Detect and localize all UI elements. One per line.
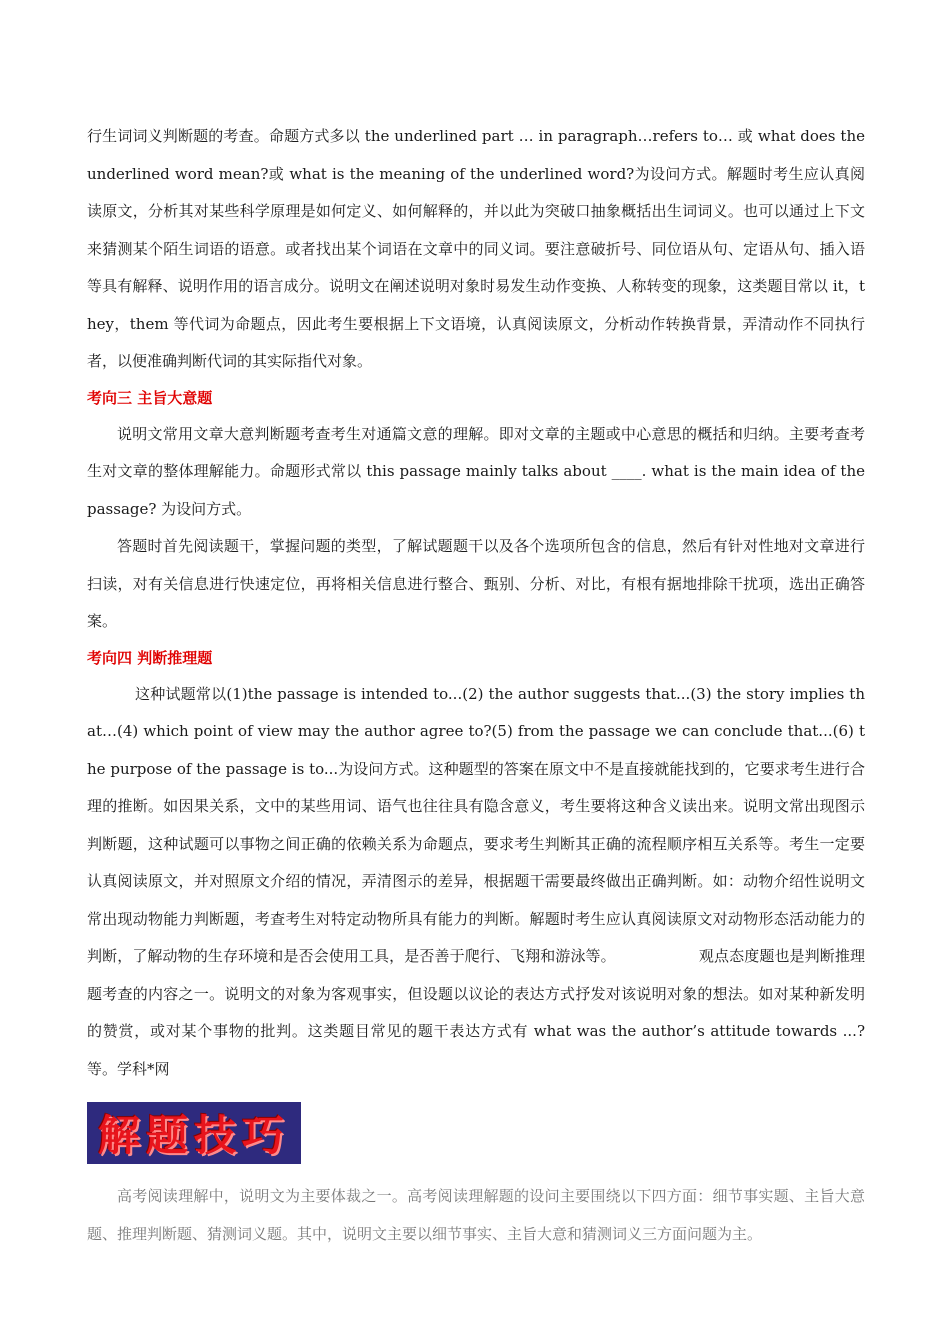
section3-heading: 考向三 主旨大意题 xyxy=(87,388,213,407)
section3-paragraph-2: 答题时首先阅读题干，掌握问题的类型，了解试题题干以及各个选项所包含的信息，然后有针对性地对文章进行扫读，对有关信息进行快速定位，再将相关信息进行整合、甄别、分析、对比，有根有据地排除干扰项，选出正确答案。 xyxy=(87,537,865,630)
section4-paragraph-1: 这种试题常以(1)the passage is intended to...(2) the author suggests that...(3) the story implies that…(4) which point of view may the author agree to?(5) from the passage we can conclude that...(6) the purpose of the passage is to...为设问方式。这种题型的答案在原文中不是直接就能找到的，它要求考生进行合理的推断。如因果关系，文中的某些用词、语气也往往具有隐含意义，考生要将这种含义读出来。说明文常出现图示判断题，这种试题可以事物之间正确的依赖关系为命题点，要求考生判断其正确的流程顺序相互关系等。考生一定要认真阅读原文，并对照原文介绍的情况，弄清图示的差异，根据题干需要最终做出正确判断。如：动物介绍性说明文常出现动物能力判断题，考查考生对特定动物所具有能力的判断。解题时考生应认真阅读原文对动物形态活动能力的判断，了解动物的生存环境和是否会使用工具，是否善于爬行、飞翔和游泳等。 观点态度题也是判断推理题考查的内容之一。说明文的对象为客观事实，但设题以议论的表达方式抒发对该说明对象的想法。如对某种新发明的赞赏，或对某个事物的批判。这类题目常见的题干表达方式有 what was the author’s attitude towards ...? 等。学科*网 xyxy=(87,684,865,1078)
section3-paragraph-1: 说明文常用文章大意判断题考查考生对通篇文意的理解。即对文章的主题或中心意思的概括和归纳。主要考查考生对文章的整体理解能力。命题形式常以 this passage mainly talks about ____. what is the main idea of the passage? 为设问方式。 xyxy=(87,424,865,518)
section4-heading: 考向四 判断推理题 xyxy=(87,648,213,667)
section2-paragraph: 行生词词义判断题的考查。命题方式多以 the underlined part … in paragraph…refers to… 或 what does the underlined word mean?或 what is the meaning of the underlined word?为设问方式。解题时考生应认真阅读原文，分析其对某些科学原理是如何定义、如何解释的，并以此为突破口抽象概括出生词词义。也可以通过上下文来猜测某个陌生词语的语意。或者找出某个词语在文章中的同义词。要注意破折号、同位语从句、定语从句、插入语等具有解释、说明作用的语言成分。说明文在阐述说明对象时易发生动作变换、人称转变的现象，这类题目常以 it，they，them 等代词为命题点，因此考生要根据上下文语境，认真阅读原文，分析动作转换背景，弄清动作不同执行者，以便准确判断代词的其实际指代对象。 xyxy=(87,127,865,370)
tips-banner-title: 解题技巧 xyxy=(97,1111,290,1160)
document-page xyxy=(87,118,865,1253)
tips-banner xyxy=(87,1102,301,1164)
tips-paragraph: 高考阅读理解中，说明文为主要体裁之一。高考阅读理解题的设问主要围绕以下四方面：细节事实题、主旨大意题、推理判断题、猜测词义题。其中，说明文主要以细节事实、主旨大意和猜测词义三方面问题为主。 xyxy=(87,1187,865,1243)
